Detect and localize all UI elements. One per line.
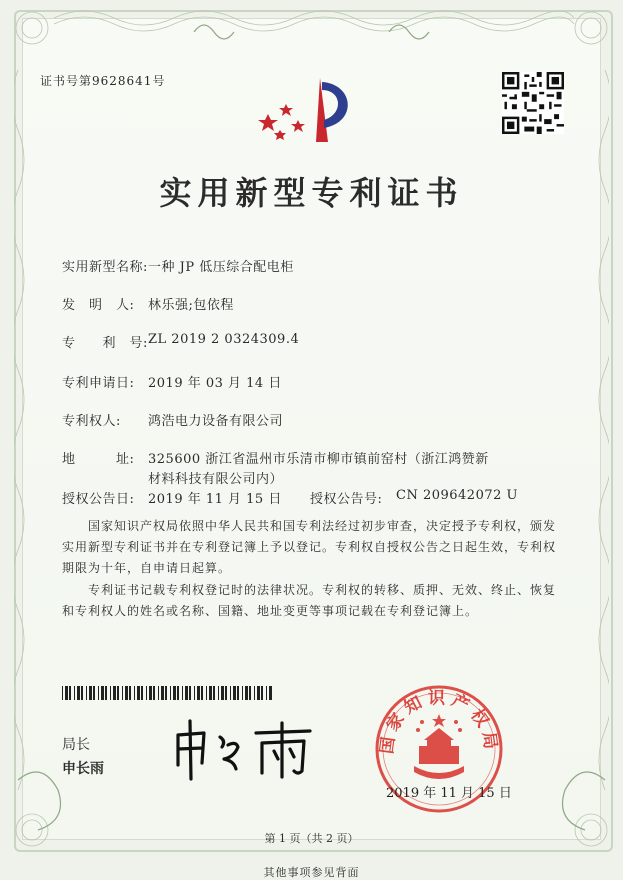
field-label: 授权公告日: bbox=[62, 492, 135, 507]
field-label: 专利申请日: bbox=[62, 376, 135, 391]
certificate-title: 实用新型专利证书 bbox=[159, 174, 464, 212]
field-label: 专 利 号: bbox=[62, 336, 148, 351]
address-line-1: 325600 浙江省温州市乐清市柳市镇前窑村（浙江鸿赞新 bbox=[148, 452, 489, 467]
seal-text: 国家知识产权局 bbox=[377, 688, 501, 756]
address-line-2: 材料科技有限公司内） bbox=[148, 472, 284, 487]
field-label: 实用新型名称: bbox=[62, 260, 148, 275]
handwritten-signature bbox=[170, 715, 320, 785]
field-label: 发 明 人: bbox=[62, 298, 135, 313]
patent-number: ZL 2019 2 0324309.4 bbox=[148, 332, 300, 347]
barcode bbox=[62, 686, 272, 700]
grant-date: 2019 年 11 月 15 日 bbox=[148, 492, 282, 507]
signatory-name: 申长雨 bbox=[62, 761, 104, 777]
utility-model-name: 一种 JP 低压综合配电柜 bbox=[148, 260, 294, 275]
inventor-names: 林乐强;包依程 bbox=[148, 298, 234, 313]
certificate-number: 证书号第9628641号 bbox=[40, 74, 166, 88]
seal-date: 2019 年 11 月 15 日 bbox=[386, 786, 512, 801]
field-row-address bbox=[0, 448, 623, 488]
qr-code bbox=[502, 72, 564, 134]
grant-number: CN 209642072 U bbox=[396, 488, 518, 503]
field-label: 授权公告号: bbox=[310, 492, 383, 507]
footer-note: 其他事项参见背面 bbox=[263, 866, 360, 879]
patent-office-logo-icon bbox=[258, 76, 362, 146]
body-paragraph-1: 国家知识产权局依照中华人民共和国专利法经过初步审查，决定授予专利权，颁发实用新型专利证书并在专利登记簿上予以登记。专利权自授权公告之日起生效，专利权期限为十年，自申请日起算。 bbox=[62, 519, 557, 575]
signatory-title: 局长 bbox=[62, 737, 90, 753]
page-indicator: 第 1 页（共 2 页） bbox=[264, 832, 359, 845]
patentee-name: 鸿浩电力设备有限公司 bbox=[148, 414, 284, 429]
field-label: 专利权人: bbox=[62, 414, 121, 429]
body-paragraph-2: 专利证书记载专利权登记时的法律状况。专利权的转移、质押、无效、终止、恢复和专利权人的姓名或名称、国籍、地址变更等事项记载在专利登记簿上。 bbox=[62, 583, 557, 618]
field-label: 地 址: bbox=[62, 452, 135, 467]
filing-date: 2019 年 03 月 14 日 bbox=[148, 376, 282, 391]
